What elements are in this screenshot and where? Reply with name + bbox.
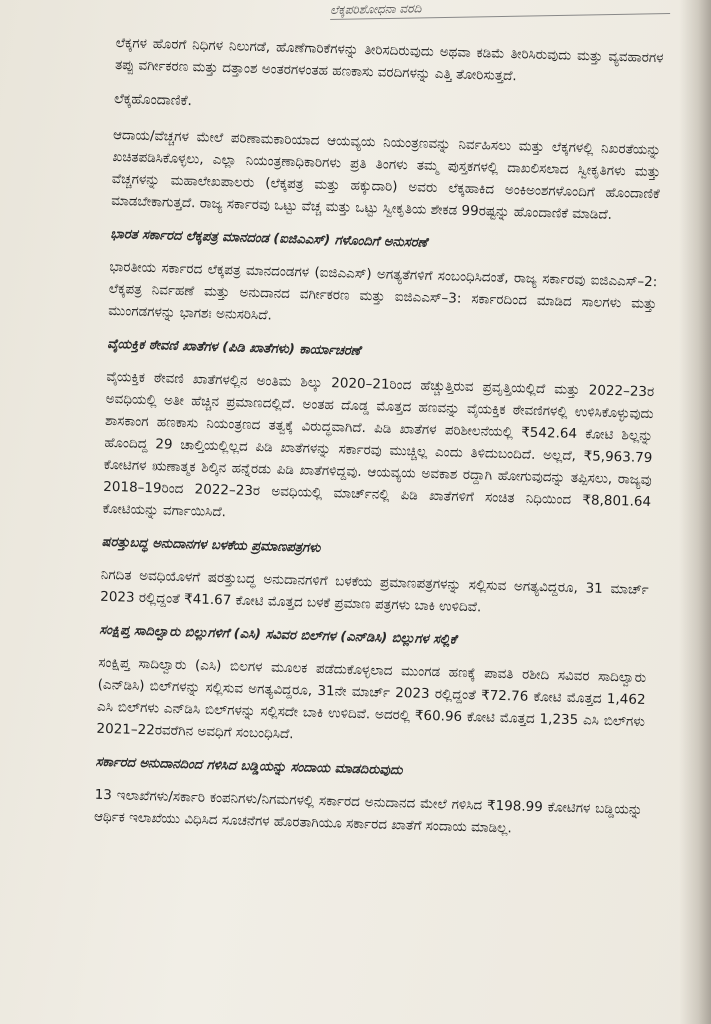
paragraph-interest-remittance: 13 ಇಲಾಖೆಗಳು/ಸರ್ಕಾರಿ ಕಂಪನಿಗಳು/ನಿಗಮಗಳಲ್ಲಿ ಸರ್ಕಾರದ ಅನುದಾನದ ಮೇಲೆ ಗಳಿಸಿದ ₹198.99 ಕೋಟಿಗಳ ಬಡ್ಡಿಯನ್ನು ಆರ್ಥಿಕ ಇಲಾಖೆಯು ವಿಧಿಸಿದ ಸೂಚನೆಗಳ ಹೊರತಾಗಿಯೂ ಸರ್ಕಾರದ ಖಾತೆಗೆ ಸಂದಾಯ ಮಾಡಿಲ್ಲ. [93,786,643,837]
heading-ac-dc-bills: ಸಂಕ್ಷಿಪ್ತ ಸಾದಿಲ್ವಾರು ಬಿಲ್ಲುಗಳಿಗೆ (ಎಸಿ) ಸವಿವರ ಬಿಲ್‌ಗಳ (ಎನ್‌ಡಿಸಿ) ಬಿಲ್ಲುಗಳ ಸಲ್ಲಿಕೆ [99,622,457,648]
heading-utilization-certificates: ಷರತ್ತುಬದ್ಧ ಅನುದಾನಗಳ ಬಳಕೆಯ ಪ್ರಮಾಣಪತ್ರಗಳು [101,534,321,556]
document-body [93,32,663,855]
paragraph-reconciliation: ಆದಾಯ/ವೆಚ್ಚಗಳ ಮೇಲೆ ಪರಿಣಾಮಕಾರಿಯಾದ ಆಯವ್ಯಯ ನಿಯಂತ್ರಣವನ್ನು ನಿರ್ವಹಿಸಲು ಮತ್ತು ಲೆಕ್ಕಗಳಲ್ಲಿ ನಿಖರತೆಯನ್ನು ಖಚಿತಪಡಿಸಿಕೊಳ್ಳಲು, ಎಲ್ಲಾ ನಿಯಂತ್ರಣಾಧಿಕಾರಿಗಳು ಪ್ರತಿ ತಿಂಗಳು ತಮ್ಮ ಪುಸ್ತಕಗಳಲ್ಲಿ ದಾಖಲಿಸಲಾದ ಸ್ವೀಕೃತಿಗಳು ಮತ್ತು ವೆಚ್ಚಗಳನ್ನು ಮಹಾಲೇಖಪಾಲರು (ಲೆಕ್ಕಪತ್ರ ಮತ್ತು ಹಕ್ಕುದಾರಿ) ಅವರು ಲೆಕ್ಕಹಾಕಿದ ಅಂಕಿಅಂಶಗಳೊಂದಿಗೆ ಹೊಂದಾಣಿಕೆ ಮಾಡಬೇಕಾಗುತ್ತದೆ. ರಾಜ್ಯ ಸರ್ಕಾರವು ಒಟ್ಟು ವೆಚ್ಚ ಮತ್ತು ಒಟ್ಟು ಸ್ವೀಕೃತಿಯ ಶೇಕಡ 99ರಷ್ಟನ್ನು ಹೊಂದಾಣಿಕೆ ಮಾಡಿದೆ. [111,126,662,223]
paragraph-utilization-certificates: ನಿಗದಿತ ಅವಧಿಯೊಳಗೆ ಷರತ್ತುಬದ್ಧ ಅನುದಾನಗಳಿಗೆ ಬಳಕೆಯ ಪ್ರಮಾಣಪತ್ರಗಳನ್ನು ಸಲ್ಲಿಸುವ ಅಗತ್ಯವಿದ್ದರೂ, 31 ಮಾರ್ಚ್ 2023 ರಲ್ಲಿದ್ದಂತೆ ₹41.67 ಕೋಟಿ ಮೊತ್ತದ ಬಳಕೆ ಪ್ರಮಾಣ ಪತ್ರಗಳು ಬಾಕಿ ಉಳಿದಿವೆ. [100,566,649,616]
paragraph-financial-reporting: ಲೆಕ್ಕಗಳ ಹೊರಗೆ ನಿಧಿಗಳ ನಿಲುಗಡೆ, ಹೊಣೆಗಾರಿಕೆಗಳನ್ನು ತೀರಿಸದಿರುವುದು ಅಥವಾ ಕಡಿಮೆ ತೀರಿಸಿರುವುದು ಮತ್ತು ವ್ಯವಹಾರಗಳ ತಪ್ಪು ವರ್ಗೀಕರಣ ಮತ್ತು ದತ್ತಾಂಶ ಅಂತರಗಳಂತಹ ಹಣಕಾಸು ವರದಿಗಳನ್ನು ಎತ್ತಿ ತೋರಿಸುತ್ತದೆ. [114,34,664,85]
running-header: ಲೆಕ್ಕಪರಿಶೋಧನಾ ವರದಿ [330,0,670,20]
page-edge-shadow [679,0,711,1024]
paragraph-pd-accounts: ವೈಯಕ್ತಿಕ ಠೇವಣಿ ಖಾತೆಗಳಲ್ಲಿನ ಅಂತಿಮ ಶಿಲ್ಕು 2020–21ರಿಂದ ಹೆಚ್ಚುತ್ತಿರುವ ಪ್ರವೃತ್ತಿಯಲ್ಲಿದೆ ಮತ್ತು 2022–23ರ ಅವಧಿಯಲ್ಲಿ ಅತೀ ಹೆಚ್ಚಿನ ಪ್ರಮಾಣದಲ್ಲಿದೆ. ಅಂತಹ ದೊಡ್ಡ ಮೊತ್ತದ ಹಣವನ್ನು ವೈಯಕ್ತಿಕ ಠೇವಣಿಗಳಲ್ಲಿ ಉಳಿಸಿಕೊಳ್ಳುವುದು ಶಾಸಕಾಂಗ ಹಣಕಾಸು ನಿಯಂತ್ರಣದ ತತ್ವಕ್ಕೆ ವಿರುದ್ಧವಾಗಿದೆ. ಪಿಡಿ ಖಾತೆಗಳ ಪರಿಶೀಲನೆಯಲ್ಲಿ ₹542.64 ಕೋಟಿ ಶಿಲ್ಲನ್ನು ಹೊಂದಿದ್ದ 29 ಚಾಲ್ತಿಯಲ್ಲಿಲ್ಲದ ಪಿಡಿ ಖಾತೆಗಳನ್ನು ಸರ್ಕಾರವು ಮುಚ್ಚಿಲ್ಲ ಎಂದು ತಿಳಿದುಬಂದಿದೆ. ಅಲ್ಲದೆ, ₹5,963.79 ಕೋಟಿಗಳ ಋಣಾತ್ಮಕ ಶಿಲ್ಕಿನ ಹನ್ನೆರಡು ಪಿಡಿ ಖಾತೆಗಳಿದ್ದವು. ಆಯವ್ಯಯ ಅವಕಾಶ ರದ್ದಾಗಿ ಹೋಗುವುದನ್ನು ತಪ್ಪಿಸಲು, ರಾಜ್ಯವು 2018–19ರಿಂದ 2022–23ರ ಅವಧಿಯಲ್ಲಿ ಮಾರ್ಚ್‌ನಲ್ಲಿ ಪಿಡಿ ಖಾತೆಗಳಿಗೆ ಸಂಚಿತ ನಿಧಿಯಿಂದ ₹8,801.64 ಕೋಟಿಯನ್ನು ವರ್ಗಾಯಿಸಿದೆ. [102,368,655,521]
paragraph-igas-compliance: ಭಾರತೀಯ ಸರ್ಕಾರದ ಲೆಕ್ಕಪತ್ರ ಮಾನದಂಡಗಳ (ಐಜಿಎಎಸ್) ಅಗತ್ಯತೆಗಳಿಗೆ ಸಂಬಂಧಿಸಿದಂತೆ, ರಾಜ್ಯ ಸರ್ಕಾರವು ಐಜಿಎಎಸ್–2: ಲೆಕ್ಕಪತ್ರ ನಿರ್ವಹಣೆ ಮತ್ತು ಅನುದಾನದ ವರ್ಗೀಕರಣ ಮತ್ತು ಐಜಿಎಎಸ್–3: ಸರ್ಕಾರದಿಂದ ಮಾಡಿದ ಸಾಲಗಳು ಮತ್ತು ಮುಂಗಡಗಳನ್ನು ಭಾಗಶಃ ಅನುಸರಿಸಿದೆ. [107,258,658,324]
heading-pd-accounts: ವೈಯಕ್ತಿಕ ಠೇವಣಿ ಖಾತೆಗಳ (ಪಿಡಿ ಖಾತೆಗಳು) ಕಾರ್ಯಾಚರಣೆ [107,336,361,359]
paragraph-ac-dc-bills: ಸಂಕ್ಷಿಪ್ತ ಸಾದಿಲ್ವಾರು (ಎಸಿ) ಬಿಲಗಳ ಮೂಲಕ ಪಡೆದುಕೊಳ್ಳಲಾದ ಮುಂಗಡ ಹಣಕ್ಕೆ ಪಾವತಿ ರಶೀದಿ ಸವಿವರ ಸಾದಿಲ್ವಾರು (ಎನ್‌ಡಿಸಿ) ಬಿಲ್‌ಗಳನ್ನು ಸಲ್ಲಿಸುವ ಅಗತ್ಯವಿದ್ದರೂ, 31ನೇ ಮಾರ್ಚ್ 2023 ರಲ್ಲಿದ್ದಂತೆ ₹72.76 ಕೋಟಿ ಮೊತ್ತದ 1,462 ಎಸಿ ಬಿಲ್‌ಗಳು ಎನ್‌ಡಿಸಿ ಬಿಲ್‌ಗಳನ್ನು ಸಲ್ಲಿಸದೇ ಬಾಕಿ ಉಳಿದಿವೆ. ಅದರಲ್ಲಿ ₹60.96 ಕೋಟಿ ಮೊತ್ತದ 1,235 ಎಸಿ ಬಿಲ್‌ಗಳು 2021–22ರವರೆಗಿನ ಅವಧಿಗೆ ಸಂಬಂಧಿಸಿದೆ. [96,654,647,743]
heading-reconciliation: ಲೆಕ್ಕಹೊಂದಾಣಿಕೆ. [113,90,193,110]
heading-igas-compliance: ಭಾರತ ಸರ್ಕಾರದ ಲೆಕ್ಕಪತ್ರ ಮಾನದಂಡ (ಐಜಿಎಎಸ್) ಗಳೊಂದಿಗೆ ಅನುಸರಣೆ [110,226,428,251]
heading-interest-remittance: ಸರ್ಕಾರದ ಅನುದಾನದಿಂದ ಗಳಿಸಿದ ಬಡ್ಡಿಯನ್ನು ಸಂದಾಯ ಮಾಡದಿರುವುದು [95,754,403,779]
